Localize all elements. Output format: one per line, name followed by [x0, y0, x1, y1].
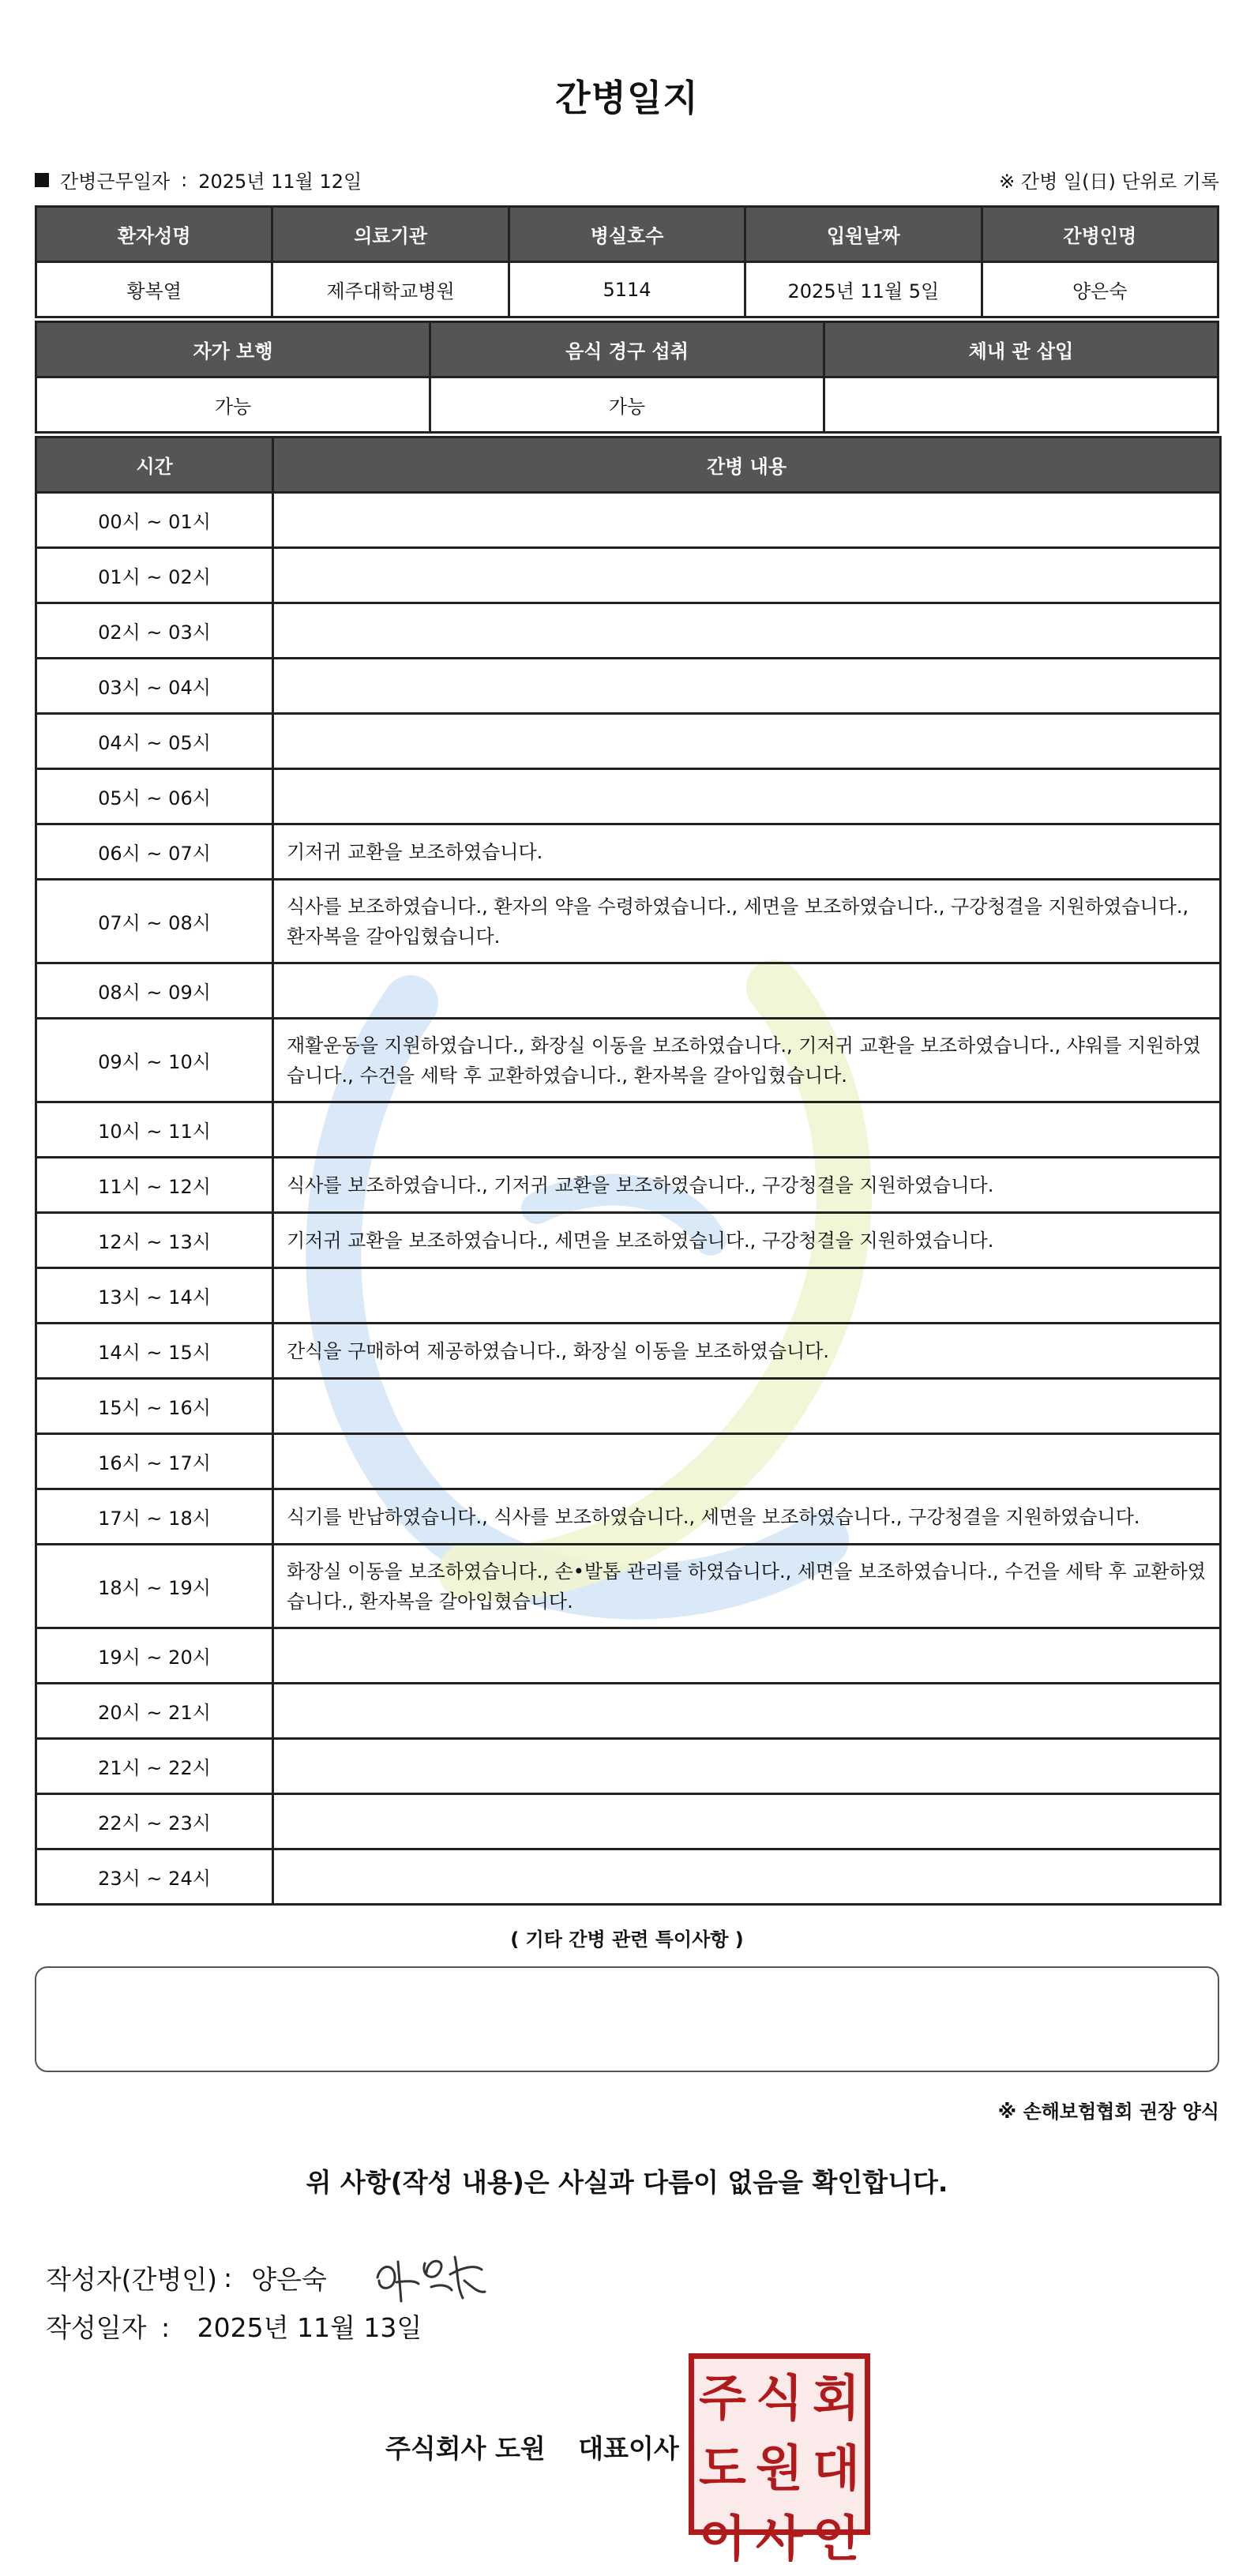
seal-glyph: 인 [813, 2510, 860, 2567]
table-row [36, 548, 1221, 603]
signature-icon [370, 2246, 488, 2309]
care-note: 식기를 반납하였습니다., 식사를 보조하였습니다., 세면을 보조하였습니다., 구강청결을 지원하였습니다. [273, 1489, 1221, 1545]
table-row [36, 1019, 1221, 1102]
header-oral-intake: 음식 경구 섭취 [430, 322, 824, 377]
patient-name: 황복열 [36, 262, 272, 317]
square-bullet-icon [35, 173, 49, 187]
time-slot: 09시 ~ 10시 [36, 1019, 273, 1102]
header-room: 병실호수 [509, 207, 745, 262]
writer-sep: : [223, 2262, 233, 2293]
time-slot: 15시 ~ 16시 [36, 1379, 273, 1434]
written-date-sep: : [161, 2312, 171, 2343]
work-date-label: 간병근무일자 [60, 171, 171, 193]
care-note [273, 1739, 1221, 1794]
seal-glyph: 대 [813, 2439, 860, 2497]
unit-note: ※ 간병 일(日) 단위로 기록 [999, 171, 1219, 193]
care-note: 식사를 보조하였습니다., 환자의 약을 수령하였습니다., 세면을 보조하였습니다., 구강청결을 지원하였습니다., 환자복을 갈아입혔습니다. [273, 880, 1221, 963]
company-seal-icon [689, 2353, 870, 2567]
table-row [36, 1628, 1221, 1684]
seal-glyph: 도 [699, 2439, 746, 2497]
time-slot: 07시 ~ 08시 [36, 880, 273, 963]
time-slot: 10시 ~ 11시 [36, 1102, 273, 1158]
table-row [36, 493, 1221, 548]
form-source-note: ※ 손해보험협회 권장 양식 [997, 2101, 1219, 2123]
header-admit-date: 입원날짜 [745, 207, 982, 262]
table-row [36, 1489, 1221, 1545]
care-log-table [35, 436, 1222, 1906]
header-tube-insertion: 체내 관 삽입 [824, 322, 1218, 377]
care-note [273, 493, 1221, 548]
time-slot: 16시 ~ 17시 [36, 1434, 273, 1489]
table-row [36, 769, 1221, 824]
time-slot: 23시 ~ 24시 [36, 1849, 273, 1905]
table-row [36, 1324, 1221, 1379]
care-note [273, 714, 1221, 769]
time-slot: 08시 ~ 09시 [36, 963, 273, 1019]
time-slot: 04시 ~ 05시 [36, 714, 273, 769]
company-line [385, 2428, 679, 2465]
header-time: 시간 [36, 437, 273, 493]
table-row [36, 824, 1221, 880]
table-row [36, 659, 1221, 714]
confirmation-statement: 위 사항(작성 내용)은 사실과 다름이 없음을 확인합니다. [306, 2167, 948, 2198]
patient-status-header-row [36, 322, 1218, 377]
patient-info-header-row [36, 207, 1218, 262]
header-walking: 자가 보행 [36, 322, 430, 377]
written-date-line [46, 2308, 422, 2345]
special-notes-title: ( 기타 간병 관련 특이사항 ) [510, 1928, 744, 1951]
header-patient-name: 환자성명 [36, 207, 272, 262]
time-slot: 02시 ~ 03시 [36, 603, 273, 659]
care-note: 기저귀 교환을 보조하였습니다., 세면을 보조하였습니다., 구강청결을 지원하였습니다. [273, 1213, 1221, 1268]
seal-glyph: 이 [699, 2510, 746, 2567]
care-note [273, 1684, 1221, 1739]
care-log-body [36, 493, 1221, 1905]
care-note [273, 1628, 1221, 1684]
table-row [36, 714, 1221, 769]
time-slot: 17시 ~ 18시 [36, 1489, 273, 1545]
room-number: 5114 [509, 262, 745, 317]
care-note: 식사를 보조하였습니다., 기저귀 교환을 보조하였습니다., 구강청결을 지원하였습니다. [273, 1158, 1221, 1213]
care-note: 화장실 이동을 보조하였습니다., 손•발톱 관리를 하였습니다., 세면을 보조하였습니다., 수건을 세탁 후 교환하였습니다., 환자복을 갈아입혔습니다. [273, 1545, 1221, 1628]
time-slot: 19시 ~ 20시 [36, 1628, 273, 1684]
table-row [36, 1849, 1221, 1905]
document-title: 간병일지 [555, 77, 699, 119]
care-note [273, 1434, 1221, 1489]
header-hospital: 의료기관 [272, 207, 509, 262]
time-slot: 22시 ~ 23시 [36, 1794, 273, 1849]
care-note [273, 963, 1221, 1019]
seal-glyph: 주 [699, 2369, 746, 2427]
care-note [273, 548, 1221, 603]
company-name: 주식회사 도원 [385, 2433, 546, 2464]
table-row [36, 880, 1221, 963]
patient-status-value-row [36, 377, 1218, 433]
table-row [36, 963, 1221, 1019]
table-row [36, 1545, 1221, 1628]
time-slot: 20시 ~ 21시 [36, 1684, 273, 1739]
seal-glyph: 원 [756, 2439, 803, 2497]
care-note [273, 603, 1221, 659]
table-row [36, 1739, 1221, 1794]
care-note [273, 1379, 1221, 1434]
walking-status: 가능 [36, 377, 430, 433]
tube-insertion-status [824, 377, 1218, 433]
seal-glyph: 식 [756, 2369, 803, 2427]
caregiver-name: 양은숙 [982, 262, 1218, 317]
special-notes-box [35, 1966, 1219, 2072]
care-note [273, 1794, 1221, 1849]
table-row [36, 1684, 1221, 1739]
work-date-value: 2025년 11월 12일 [198, 171, 362, 193]
care-note [273, 659, 1221, 714]
table-row [36, 1268, 1221, 1324]
patient-status-table [35, 321, 1219, 434]
time-slot: 05시 ~ 06시 [36, 769, 273, 824]
care-note [273, 1268, 1221, 1324]
time-slot: 00시 ~ 01시 [36, 493, 273, 548]
admit-date: 2025년 11월 5일 [745, 262, 982, 317]
writer-name: 양은숙 [251, 2263, 327, 2295]
table-row [36, 1434, 1221, 1489]
care-log-header-row [36, 437, 1221, 493]
time-slot: 12시 ~ 13시 [36, 1213, 273, 1268]
time-slot: 14시 ~ 15시 [36, 1324, 273, 1379]
care-note [273, 1102, 1221, 1158]
header-caregiver: 간병인명 [982, 207, 1218, 262]
time-slot: 18시 ~ 19시 [36, 1545, 273, 1628]
time-slot: 11시 ~ 12시 [36, 1158, 273, 1213]
written-date-label: 작성일자 [46, 2312, 147, 2343]
work-date-sep: : [181, 168, 188, 191]
care-note [273, 1849, 1221, 1905]
work-date [35, 166, 362, 193]
writer-line [46, 2246, 488, 2309]
time-slot: 06시 ~ 07시 [36, 824, 273, 880]
care-note: 간식을 구매하여 제공하였습니다., 화장실 이동을 보조하였습니다. [273, 1324, 1221, 1379]
time-slot: 21시 ~ 22시 [36, 1739, 273, 1794]
table-row [36, 1794, 1221, 1849]
oral-intake-status: 가능 [430, 377, 824, 433]
header-care-content: 간병 내용 [273, 437, 1221, 493]
care-note: 재활운동을 지원하였습니다., 화장실 이동을 보조하였습니다., 기저귀 교환을 보조하였습니다., 샤워를 지원하였습니다., 수건을 세탁 후 교환하였습니다., 환자복을 갈아입혔습니다. [273, 1019, 1221, 1102]
time-slot: 03시 ~ 04시 [36, 659, 273, 714]
time-slot: 13시 ~ 14시 [36, 1268, 273, 1324]
company-title: 대표이사 [578, 2433, 679, 2464]
time-slot: 01시 ~ 02시 [36, 548, 273, 603]
writer-label: 작성자(간병인) [46, 2263, 218, 2295]
patient-info-value-row [36, 262, 1218, 317]
written-date-value: 2025년 11월 13일 [197, 2312, 422, 2343]
table-row [36, 1379, 1221, 1434]
hospital-name: 제주대학교병원 [272, 262, 509, 317]
table-row [36, 603, 1221, 659]
care-note [273, 769, 1221, 824]
care-note: 기저귀 교환을 보조하였습니다. [273, 824, 1221, 880]
table-row [36, 1158, 1221, 1213]
seal-glyph: 회 [813, 2369, 860, 2427]
table-row [36, 1213, 1221, 1268]
patient-info-table [35, 205, 1219, 318]
seal-glyph: 사 [756, 2510, 803, 2567]
table-row [36, 1102, 1221, 1158]
